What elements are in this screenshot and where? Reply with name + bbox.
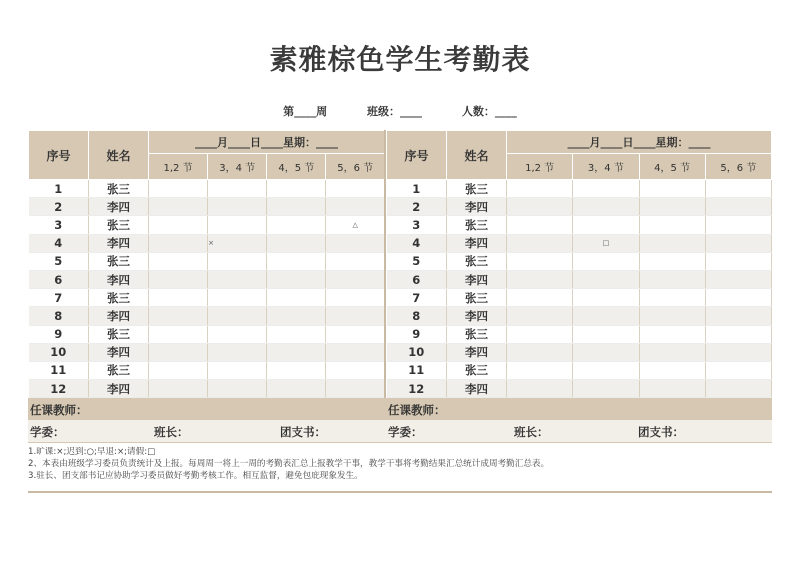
attendance-cell[interactable] — [705, 234, 771, 252]
seq-cell: 7 — [29, 289, 89, 307]
attendance-cell[interactable] — [639, 198, 705, 216]
table-row — [387, 270, 772, 288]
signature-row — [28, 420, 772, 443]
table-row — [387, 343, 772, 361]
table-row — [387, 180, 772, 198]
attendance-cell[interactable] — [639, 325, 705, 343]
seq-cell: 1 — [387, 180, 447, 198]
attendance-cell[interactable] — [705, 343, 771, 361]
attendance-cell[interactable] — [326, 325, 385, 343]
league-label-left: 团支书： — [280, 425, 326, 439]
name-cell: 李四 — [447, 198, 507, 216]
attendance-cell[interactable] — [208, 198, 267, 216]
section-header: 1,2 节 — [507, 154, 573, 180]
name-cell: 李四 — [447, 270, 507, 288]
table-row — [29, 289, 386, 307]
attendance-cell[interactable] — [149, 380, 208, 398]
seq-cell: 12 — [29, 380, 89, 398]
attendance-cell[interactable] — [639, 270, 705, 288]
attendance-cell[interactable] — [267, 252, 326, 270]
table-row — [29, 343, 386, 361]
attendance-cell[interactable] — [705, 198, 771, 216]
seq-cell: 3 — [29, 216, 89, 234]
note-line: 3.驻长、团支部书记应协助学习委员做好考勤考核工作。相互监督，避免包庇现象发生。 — [28, 471, 363, 481]
attendance-cell[interactable] — [705, 361, 771, 379]
attendance-table-left — [28, 130, 386, 398]
name-cell: 张三 — [89, 252, 149, 270]
col-seq: 序号 — [387, 131, 447, 180]
attendance-cell[interactable] — [639, 252, 705, 270]
attendance-cell[interactable] — [507, 252, 573, 270]
attendance-cell[interactable] — [267, 270, 326, 288]
section-header: 4，5 节 — [639, 154, 705, 180]
attendance-cell[interactable] — [149, 252, 208, 270]
attendance-cell[interactable]: □ — [573, 234, 639, 252]
attendance-cell[interactable] — [639, 343, 705, 361]
attendance-cell[interactable] — [639, 307, 705, 325]
attendance-cell[interactable] — [573, 307, 639, 325]
name-cell: 李四 — [89, 198, 149, 216]
teacher-label-left: 任课教师： — [30, 403, 88, 417]
name-cell: 李四 — [89, 234, 149, 252]
attendance-cell[interactable] — [507, 289, 573, 307]
attendance-cell[interactable] — [326, 361, 385, 379]
attendance-cell[interactable] — [573, 325, 639, 343]
attendance-cell[interactable] — [573, 289, 639, 307]
name-cell: 李四 — [447, 234, 507, 252]
name-cell: 张三 — [89, 216, 149, 234]
col-name: 姓名 — [447, 131, 507, 180]
table-row — [387, 380, 772, 398]
name-cell: 张三 — [447, 252, 507, 270]
attendance-cell[interactable] — [149, 289, 208, 307]
study-label-right: 学委： — [388, 425, 423, 439]
seq-cell: 8 — [29, 307, 89, 325]
attendance-cell[interactable] — [639, 380, 705, 398]
table-row — [387, 289, 772, 307]
date-header[interactable]: ____月____日____星期：____ — [507, 131, 772, 154]
attendance-cell[interactable] — [267, 234, 326, 252]
date-header[interactable]: ____月____日____星期：____ — [149, 131, 386, 154]
attendance-cell[interactable] — [639, 361, 705, 379]
attendance-cell[interactable] — [208, 252, 267, 270]
attendance-cell[interactable] — [267, 307, 326, 325]
attendance-cell[interactable] — [208, 180, 267, 198]
seq-cell: 10 — [387, 343, 447, 361]
attendance-cell[interactable] — [507, 234, 573, 252]
monitor-label-right: 班长： — [514, 425, 549, 439]
name-cell: 张三 — [447, 216, 507, 234]
notes — [28, 446, 772, 482]
attendance-cell[interactable] — [267, 198, 326, 216]
attendance-cell[interactable] — [208, 343, 267, 361]
attendance-cell[interactable] — [208, 270, 267, 288]
seq-cell: 7 — [387, 289, 447, 307]
attendance-cell[interactable] — [149, 180, 208, 198]
name-cell: 张三 — [89, 361, 149, 379]
attendance-cell[interactable] — [326, 252, 385, 270]
name-cell: 张三 — [447, 289, 507, 307]
seq-cell: 1 — [29, 180, 89, 198]
seq-cell: 2 — [387, 198, 447, 216]
attendance-cell[interactable] — [149, 343, 208, 361]
section-header: 1,2 节 — [149, 154, 208, 180]
attendance-cell[interactable] — [507, 198, 573, 216]
attendance-cell[interactable] — [149, 234, 208, 252]
name-cell: 张三 — [89, 180, 149, 198]
table-row — [29, 252, 386, 270]
attendance-cell[interactable] — [326, 180, 385, 198]
section-header: 3，4 节 — [573, 154, 639, 180]
section-header: 5，6 节 — [326, 154, 385, 180]
note-line: 1.旷课:×;迟到:○;早退:×;请假:□ — [28, 447, 156, 457]
attendance-cell[interactable] — [639, 234, 705, 252]
class-field[interactable]: 班级：____ — [367, 105, 422, 118]
attendance-sheet — [28, 130, 772, 398]
seq-cell: 5 — [387, 252, 447, 270]
seq-cell: 11 — [387, 361, 447, 379]
monitor-label-left: 班长： — [154, 425, 189, 439]
attendance-cell[interactable] — [639, 180, 705, 198]
seq-cell: 6 — [29, 270, 89, 288]
teacher-label-right: 任课教师： — [388, 403, 446, 417]
attendance-cell[interactable] — [326, 307, 385, 325]
section-header: 3，4 节 — [208, 154, 267, 180]
count-field[interactable]: 人数：____ — [461, 105, 517, 118]
name-cell: 张三 — [89, 325, 149, 343]
attendance-cell[interactable] — [149, 325, 208, 343]
attendance-cell[interactable] — [705, 270, 771, 288]
attendance-cell[interactable] — [149, 361, 208, 379]
attendance-cell[interactable] — [149, 198, 208, 216]
table-row — [387, 325, 772, 343]
attendance-cell[interactable] — [326, 289, 385, 307]
name-cell: 李四 — [89, 270, 149, 288]
col-name: 姓名 — [89, 131, 149, 180]
attendance-cell[interactable] — [267, 216, 326, 234]
attendance-cell[interactable] — [507, 380, 573, 398]
seq-cell: 9 — [387, 325, 447, 343]
attendance-cell[interactable] — [507, 216, 573, 234]
name-cell: 张三 — [447, 180, 507, 198]
attendance-cell[interactable] — [267, 289, 326, 307]
attendance-cell[interactable] — [507, 180, 573, 198]
attendance-cell[interactable] — [573, 343, 639, 361]
table-row — [387, 252, 772, 270]
attendance-cell[interactable] — [705, 325, 771, 343]
section-header: 5，6 节 — [705, 154, 771, 180]
table-row — [29, 361, 386, 379]
attendance-cell[interactable]: △ — [326, 216, 385, 234]
table-row — [387, 216, 772, 234]
seq-cell: 3 — [387, 216, 447, 234]
table-row — [29, 307, 386, 325]
study-label-left: 学委： — [30, 425, 65, 439]
name-cell: 李四 — [89, 307, 149, 325]
col-seq: 序号 — [29, 131, 89, 180]
name-cell: 李四 — [89, 380, 149, 398]
attendance-cell[interactable]: × — [208, 234, 267, 252]
attendance-cell[interactable] — [326, 234, 385, 252]
name-cell: 张三 — [447, 325, 507, 343]
attendance-cell[interactable] — [573, 270, 639, 288]
seq-cell: 9 — [29, 325, 89, 343]
name-cell: 张三 — [447, 361, 507, 379]
name-cell: 李四 — [447, 343, 507, 361]
week-field[interactable]: 第____周 — [283, 105, 328, 118]
attendance-cell[interactable] — [326, 198, 385, 216]
attendance-cell[interactable] — [639, 289, 705, 307]
seq-cell: 4 — [29, 234, 89, 252]
attendance-cell[interactable] — [149, 270, 208, 288]
note-line: 2、本表由班级学习委员负责统计及上报。每周周一将上一周的考勤表汇总上报教学干事，教学干事将考勤结果汇总统计成周考勤汇总表。 — [28, 459, 550, 469]
attendance-cell[interactable] — [149, 216, 208, 234]
table-row — [387, 198, 772, 216]
name-cell: 李四 — [89, 343, 149, 361]
attendance-cell[interactable] — [208, 361, 267, 379]
section-header: 4，5 节 — [267, 154, 326, 180]
attendance-cell[interactable] — [326, 380, 385, 398]
attendance-cell[interactable] — [639, 216, 705, 234]
attendance-cell[interactable] — [267, 343, 326, 361]
page-title: 素雅棕色学生考勤表 — [269, 43, 531, 76]
attendance-cell[interactable] — [705, 289, 771, 307]
seq-cell: 10 — [29, 343, 89, 361]
seq-cell: 12 — [387, 380, 447, 398]
seq-cell: 8 — [387, 307, 447, 325]
name-cell: 张三 — [89, 289, 149, 307]
attendance-cell[interactable] — [208, 216, 267, 234]
attendance-cell[interactable] — [149, 307, 208, 325]
attendance-cell[interactable] — [267, 380, 326, 398]
attendance-cell[interactable] — [705, 180, 771, 198]
attendance-cell[interactable] — [267, 361, 326, 379]
attendance-cell[interactable] — [208, 289, 267, 307]
table-row — [387, 361, 772, 379]
seq-cell: 2 — [29, 198, 89, 216]
table-row — [387, 234, 772, 252]
table-row — [29, 216, 386, 234]
table-row — [29, 270, 386, 288]
attendance-cell[interactable] — [573, 380, 639, 398]
attendance-cell[interactable] — [507, 361, 573, 379]
table-row — [29, 325, 386, 343]
attendance-cell[interactable] — [573, 180, 639, 198]
attendance-cell[interactable] — [507, 270, 573, 288]
name-cell: 李四 — [447, 380, 507, 398]
table-row — [29, 180, 386, 198]
table-row — [29, 234, 386, 252]
attendance-cell[interactable] — [573, 361, 639, 379]
attendance-cell[interactable] — [507, 343, 573, 361]
attendance-cell[interactable] — [507, 325, 573, 343]
attendance-cell[interactable] — [267, 180, 326, 198]
sub-header — [0, 103, 800, 119]
attendance-cell[interactable] — [326, 343, 385, 361]
attendance-table-right — [386, 130, 772, 398]
attendance-cell[interactable] — [267, 325, 326, 343]
seq-cell: 5 — [29, 252, 89, 270]
bottom-divider — [28, 491, 772, 493]
league-label-right: 团支书： — [638, 425, 684, 439]
attendance-cell[interactable] — [705, 307, 771, 325]
attendance-cell[interactable] — [705, 216, 771, 234]
table-row — [29, 198, 386, 216]
attendance-cell[interactable] — [208, 325, 267, 343]
attendance-cell[interactable] — [573, 216, 639, 234]
attendance-cell[interactable] — [705, 252, 771, 270]
table-row — [387, 307, 772, 325]
attendance-cell[interactable] — [573, 252, 639, 270]
name-cell: 李四 — [447, 307, 507, 325]
attendance-cell[interactable] — [208, 380, 267, 398]
attendance-cell[interactable] — [208, 307, 267, 325]
attendance-cell[interactable] — [326, 270, 385, 288]
seq-cell: 4 — [387, 234, 447, 252]
attendance-cell[interactable] — [705, 380, 771, 398]
seq-cell: 6 — [387, 270, 447, 288]
teacher-row — [28, 398, 772, 420]
table-row — [29, 380, 386, 398]
attendance-cell[interactable] — [507, 307, 573, 325]
attendance-cell[interactable] — [573, 198, 639, 216]
seq-cell: 11 — [29, 361, 89, 379]
